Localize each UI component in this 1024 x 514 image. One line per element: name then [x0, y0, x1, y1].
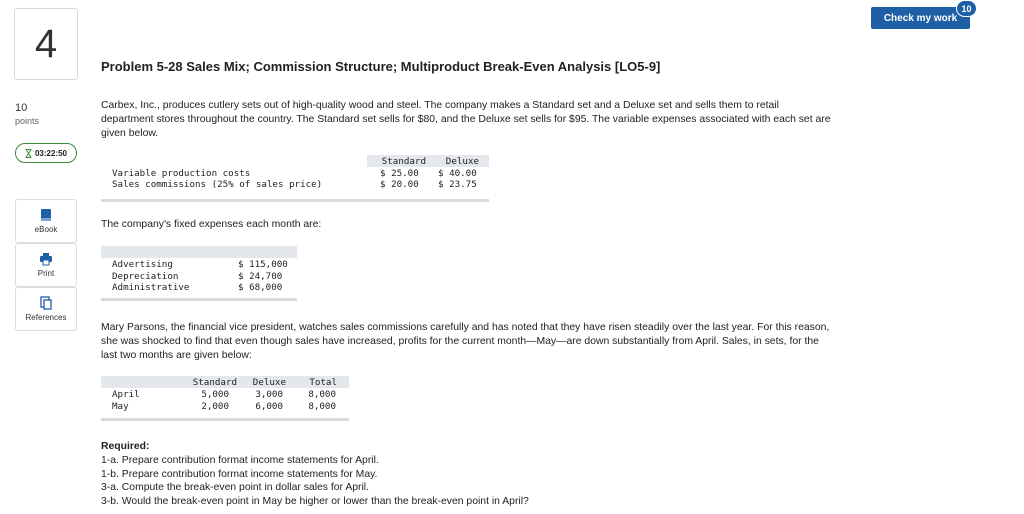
- sales-row-total: 8,000: [308, 400, 336, 412]
- variable-row-label: Sales commissions (25% of sales price): [112, 179, 323, 190]
- sales-header-deluxe: Deluxe: [252, 377, 286, 388]
- references-label: References: [25, 313, 67, 322]
- fixed-row-value: $ 24,700: [238, 270, 283, 282]
- variable-cost-table: [101, 155, 489, 202]
- required-section: [101, 440, 529, 509]
- variable-row-label: Variable production costs: [112, 168, 251, 179]
- sales-row-label: May: [112, 400, 129, 412]
- sales-row-label: April: [112, 389, 140, 400]
- timer[interactable]: [15, 143, 77, 163]
- hourglass-icon: [25, 149, 32, 158]
- problem-story: Mary Parsons, the financial vice president, watches sales commissions carefully and has noted that they have risen steadily over the last year. For this reason, she was shocked to find that even though sales have increased, profits for the current month—May—are down substantially from April. Sales, in sets, for the last two months are given below:: [101, 322, 830, 361]
- fixed-row-label: Advertising: [112, 259, 173, 270]
- sales-row-standard: 2,000: [201, 400, 229, 412]
- fixed-row-label: Depreciation: [112, 270, 179, 282]
- print-label: Print: [37, 269, 55, 278]
- fixed-expenses-intro: The company's fixed expenses each month are:: [101, 219, 322, 230]
- variable-header-deluxe: Deluxe: [445, 156, 479, 167]
- sales-row-deluxe: 6,000: [255, 400, 283, 412]
- fixed-row-value: $ 68,000: [238, 282, 283, 293]
- fixed-expenses-table: [101, 246, 297, 301]
- required-heading: Required:: [101, 441, 150, 452]
- problem-intro: Carbex, Inc., produces cutlery sets out of high-quality wood and steel. The company makes a Standard set and a Deluxe set and sells them to retail department stores throughout the country. The Standard set sells for $80, and the Deluxe set sells for $95. The variable expenses associated with each set are given below.: [101, 100, 831, 139]
- check-my-work-button[interactable]: Check my work: [871, 7, 970, 29]
- problem-title: Problem 5-28 Sales Mix; Commission Structure; Multiproduct Break-Even Analysis [LO5-9]: [101, 59, 661, 74]
- question-number: 4: [14, 8, 78, 80]
- fixed-row-label: Administrative: [112, 282, 190, 293]
- references-icon: [39, 296, 53, 310]
- timer-text: 03:22:50: [34, 148, 68, 158]
- sales-row-total: 8,000: [308, 389, 336, 400]
- required-item: 1-b. Prepare contribution format income statements for May.: [101, 468, 378, 480]
- required-item: 3-a. Compute the break-even point in dollar sales for April.: [101, 482, 369, 494]
- sales-row-standard: 5,000: [201, 389, 229, 400]
- variable-header-standard: Standard: [381, 156, 426, 167]
- required-item: 1-a. Prepare contribution format income statements for April.: [101, 454, 379, 466]
- book-icon: [39, 208, 53, 222]
- ebook-label: eBook: [34, 225, 58, 234]
- check-count-badge: 10: [956, 0, 977, 17]
- references-button[interactable]: [15, 287, 77, 331]
- variable-row-deluxe: $ 23.75: [438, 179, 477, 190]
- points-label: points: [15, 116, 40, 126]
- sales-row-deluxe: 3,000: [255, 389, 283, 400]
- required-item: 3-b. Would the break-even point in May be higher or lower than the break-even point in April?: [101, 496, 529, 508]
- points-value: 10: [15, 102, 28, 114]
- sales-header-standard: Standard: [192, 377, 237, 388]
- sales-table: [101, 376, 349, 421]
- fixed-row-value: $ 115,000: [238, 259, 288, 270]
- sales-header-total: Total: [309, 377, 337, 388]
- ebook-button[interactable]: [15, 199, 77, 243]
- printer-icon: [39, 252, 53, 266]
- print-button[interactable]: [15, 243, 77, 287]
- variable-row-standard: $ 25.00: [380, 168, 419, 179]
- variable-row-standard: $ 20.00: [380, 179, 419, 190]
- variable-row-deluxe: $ 40.00: [438, 168, 477, 179]
